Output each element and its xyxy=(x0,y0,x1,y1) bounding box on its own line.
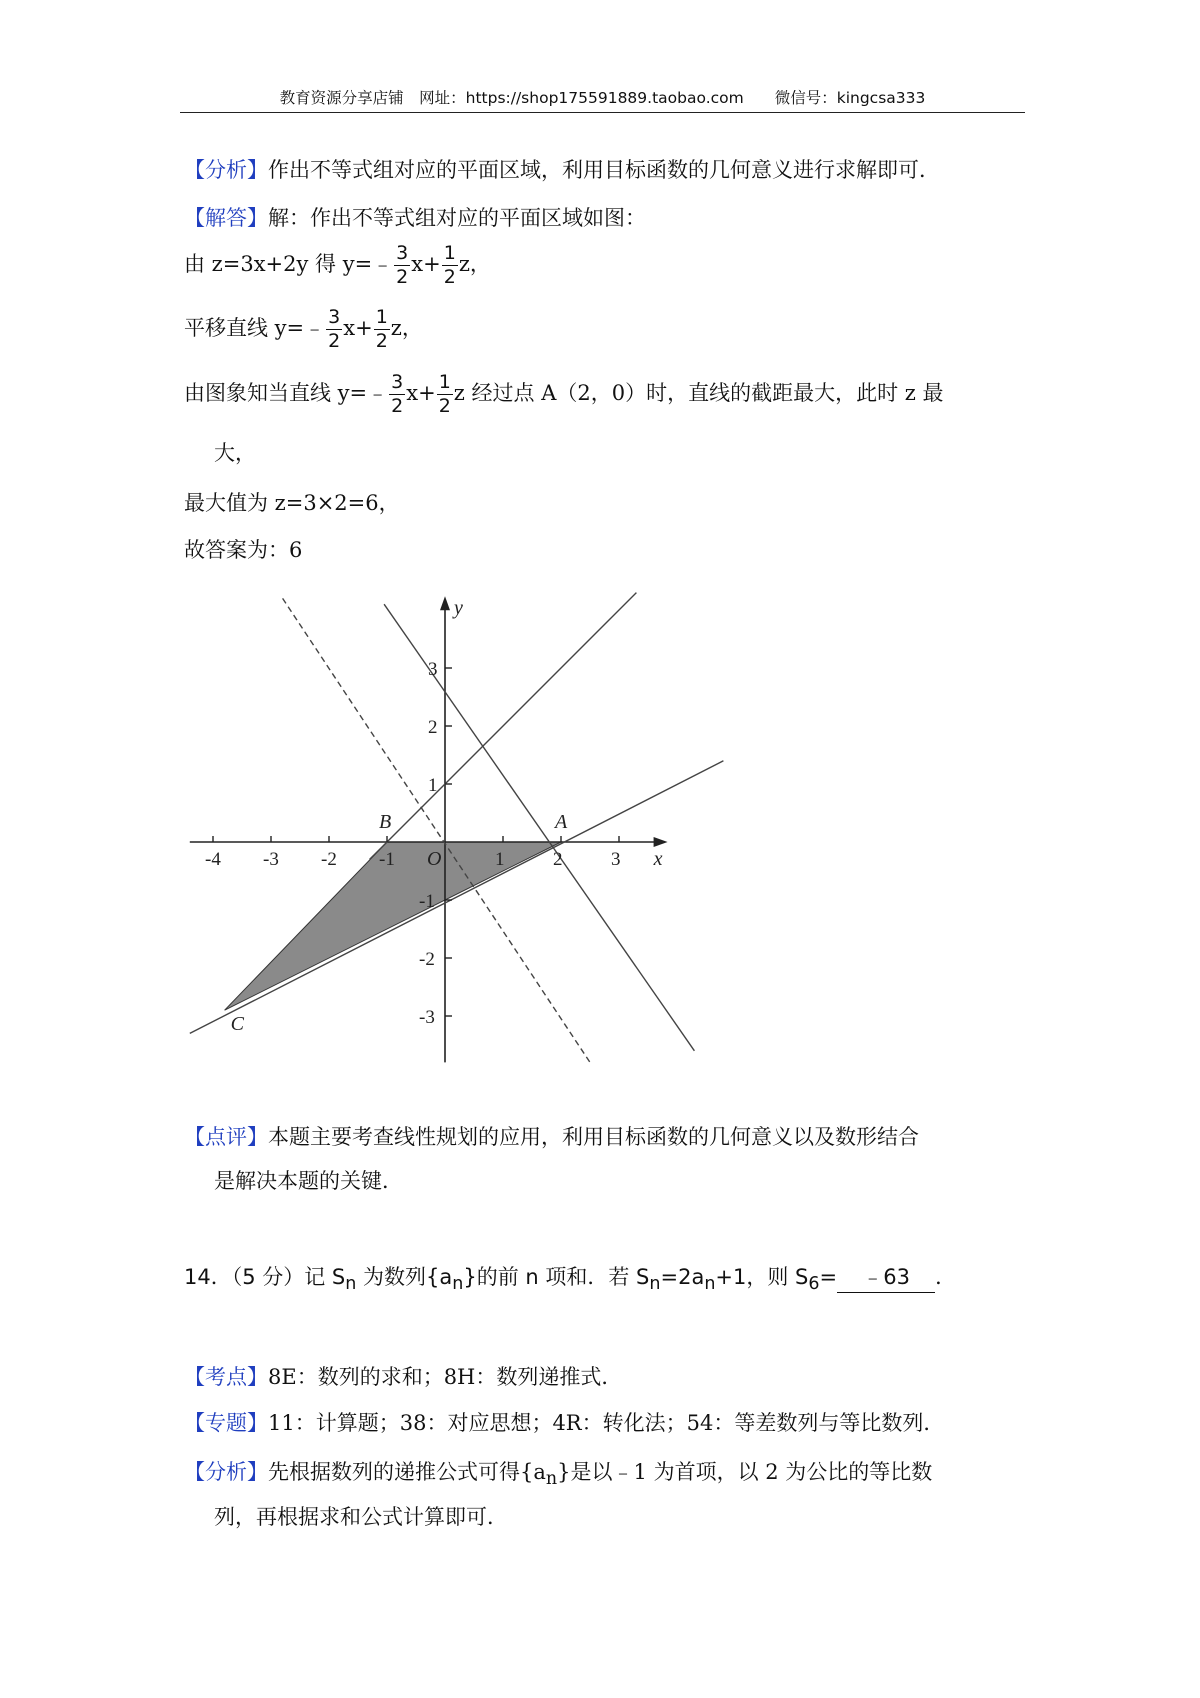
x-tick-label: -4 xyxy=(205,849,221,870)
analysis-2-tag: 【分析】 xyxy=(184,1460,268,1484)
step-1-mid: x+ xyxy=(411,252,441,276)
step-3-mid: x+ xyxy=(406,381,436,405)
step-2-post: z， xyxy=(390,316,423,340)
analysis-2-text: }是以﹣1 为首项，以 2 为公比的等比数 xyxy=(557,1460,933,1484)
analysis-2-text: 先根据数列的递推公式可得{a xyxy=(268,1460,546,1484)
fraction: $\frac{1}{2}$ xyxy=(443,242,456,288)
step-3-cont: 大， xyxy=(214,441,256,465)
page-header: 教育资源分享店铺 网址：https://shop175591889.taobao.com 微信号：kingcsa333 xyxy=(279,89,926,107)
y-tick-label: -3 xyxy=(419,1007,435,1028)
fraction: $\frac{3}{2}$ xyxy=(396,242,409,288)
graph-line-3 xyxy=(190,761,724,1034)
y-tick-label: -2 xyxy=(419,949,435,970)
step-2-pre: 平移直线 y=﹣ xyxy=(184,316,326,340)
graph-line-2 xyxy=(370,593,637,860)
x-axis-arrow xyxy=(654,837,668,847)
zhuanti-text: 11：计算题；38：对应思想；4R：转化法；54：等差数列与等比数列． xyxy=(268,1411,945,1435)
kaodian-text: 8E：数列的求和；8H：数列递推式． xyxy=(268,1365,623,1389)
y-tick-label: -1 xyxy=(419,891,435,912)
analysis-tag: 【分析】 xyxy=(184,158,268,182)
comment-tag: 【点评】 xyxy=(184,1125,268,1149)
point-label-a: A xyxy=(555,811,568,833)
kaodian-line xyxy=(184,1362,622,1392)
analysis-2 xyxy=(184,1457,932,1494)
x-tick-label: -1 xyxy=(379,849,395,870)
feasible-region-graph xyxy=(180,590,740,1070)
q14-text: ． xyxy=(935,1265,957,1289)
y-tick-label: 1 xyxy=(428,775,438,796)
step-4: 最大值为 z=3×2=6， xyxy=(184,491,400,515)
fraction: $\frac{1}{2}$ xyxy=(438,371,451,417)
subscript: n xyxy=(345,1274,357,1295)
subscript: n xyxy=(545,1469,558,1490)
question-14 xyxy=(184,1262,956,1299)
answer-blank: ﹣63 xyxy=(837,1262,935,1293)
answer-text: 解：作出不等式组对应的平面区域如图： xyxy=(268,206,646,230)
x-tick-label: 1 xyxy=(495,849,505,870)
q14-text: = xyxy=(819,1265,838,1289)
point-label-c: C xyxy=(230,1013,244,1036)
zhuanti-tag: 【专题】 xyxy=(184,1411,268,1435)
y-axis-label: y xyxy=(454,597,463,620)
fraction: $\frac{3}{2}$ xyxy=(328,306,341,352)
origin-label: O xyxy=(427,848,442,870)
x-tick-label: 2 xyxy=(553,849,563,870)
y-axis-arrow xyxy=(440,596,450,610)
step-3 xyxy=(184,373,944,416)
step-5: 故答案为：6 xyxy=(184,538,303,562)
fraction: $\frac{1}{2}$ xyxy=(375,306,388,352)
analysis-1 xyxy=(184,155,940,185)
step-1-pre: 由 z=3x+2y 得 y=﹣ xyxy=(184,252,394,276)
answer-line xyxy=(184,203,646,233)
analysis-text: 作出不等式组对应的平面区域，利用目标函数的几何意义进行求解即可． xyxy=(268,158,940,182)
q14-text: =2a xyxy=(660,1265,705,1289)
subscript: n xyxy=(452,1274,464,1295)
q14-text: }的前 n 项和．若 S xyxy=(463,1265,650,1289)
x-tick-label: 3 xyxy=(611,849,621,870)
q14-text: 14．（5 分）记 S xyxy=(184,1265,346,1289)
y-tick-label: 2 xyxy=(428,717,438,738)
fraction: $\frac{3}{2}$ xyxy=(391,371,404,417)
analysis-2-cont: 列，再根据求和公式计算即可． xyxy=(214,1505,508,1529)
x-tick-label: -3 xyxy=(263,849,279,870)
q14-text: 为数列{a xyxy=(356,1265,453,1289)
subscript: n xyxy=(704,1274,716,1295)
subscript: 6 xyxy=(808,1274,820,1295)
x-tick-label: -2 xyxy=(321,849,337,870)
kaodian-tag: 【考点】 xyxy=(184,1365,268,1389)
comment-text: 本题主要考查线性规划的应用，利用目标函数的几何意义以及数形结合 xyxy=(268,1125,919,1149)
step-1-post: z， xyxy=(458,252,491,276)
step-1 xyxy=(184,244,491,287)
point-label-b: B xyxy=(379,811,392,833)
step-2-mid: x+ xyxy=(343,316,373,340)
x-axis-label: x xyxy=(653,848,663,870)
comment-cont: 是解决本题的关键． xyxy=(214,1169,403,1193)
zhuanti-line xyxy=(184,1408,944,1438)
step-3-post: z 经过点 A（2，0）时，直线的截距最大，此时 z 最 xyxy=(453,381,944,405)
subscript: n xyxy=(649,1274,661,1295)
y-tick-label: 3 xyxy=(428,659,438,680)
header-rule xyxy=(180,112,1025,113)
comment-line xyxy=(184,1122,919,1152)
q14-text: +1，则 S xyxy=(715,1265,809,1289)
step-2 xyxy=(184,308,423,351)
step-3-pre: 由图象知当直线 y=﹣ xyxy=(184,381,389,405)
answer-tag: 【解答】 xyxy=(184,206,268,230)
